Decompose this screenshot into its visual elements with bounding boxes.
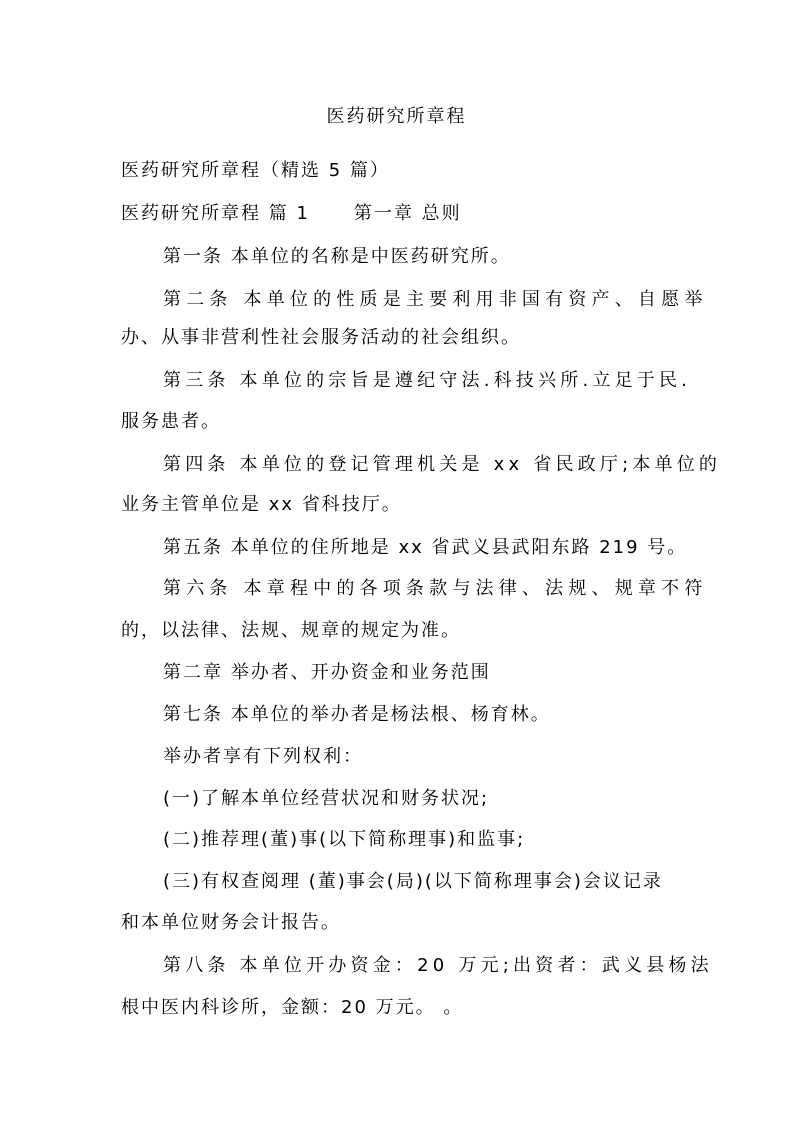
paragraph-line: (二)推荐理(董)事(以下简称理事)和监事; <box>163 829 526 850</box>
paragraph-line: 第七条 本单位的举办者是杨法根、杨育林。 <box>163 704 551 725</box>
paragraph-line: 第一条 本单位的名称是中医药研究所。 <box>163 246 511 267</box>
paragraph-line: 第五条 本单位的住所地是 xx 省武义县武阳东路 219 号。 <box>163 537 688 558</box>
paragraph-line: 第四条 本单位的登记管理机关是 xx 省民政厅;本单位的 <box>163 454 722 475</box>
paragraph-line: 第八条 本单位开办资金：20 万元;出资者：武义县杨法 <box>163 955 713 976</box>
paragraph-line: (三)有权查阅理 (董)事会(局)(以下简称理事会)会议记录 <box>163 871 663 892</box>
heading-right: 第一章 总则 <box>353 203 462 224</box>
document-title: 医药研究所章程 <box>326 106 467 127</box>
paragraph-line: 第三条 本单位的宗旨是遵纪守法.科技兴所.立足于民. <box>163 370 692 391</box>
paragraph-line: 第二章 举办者、开办资金和业务范围 <box>163 662 491 683</box>
paragraph-line: 举办者享有下列权利： <box>163 746 363 767</box>
paragraph-line: 根中医内科诊所，金额：20 万元。 。 <box>121 997 464 1018</box>
paragraph-line: 第二条 本单位的性质是主要利用非国有资产、自愿举 <box>163 289 708 310</box>
paragraph-line: 的，以法律、法规、规章的规定为准。 <box>121 620 461 641</box>
paragraph-line: 办、从事非营利性社会服务活动的社会组织。 <box>121 327 521 348</box>
heading-left: 医药研究所章程 篇 1 <box>121 203 310 224</box>
paragraph-line: 和本单位财务会计报告。 <box>121 912 341 933</box>
paragraph-line: 业务主管单位是 xx 省科技厅。 <box>121 494 402 515</box>
section-heading <box>121 200 681 228</box>
paragraph-line: 服务患者。 <box>121 411 221 432</box>
paragraph-line: 第六条 本章程中的各项条款与法律、法规、规章不符 <box>163 578 708 599</box>
document-subtitle: 医药研究所章程（精选 5 篇） <box>121 160 390 181</box>
paragraph-line: (一)了解本单位经营状况和财务状况; <box>163 788 490 809</box>
